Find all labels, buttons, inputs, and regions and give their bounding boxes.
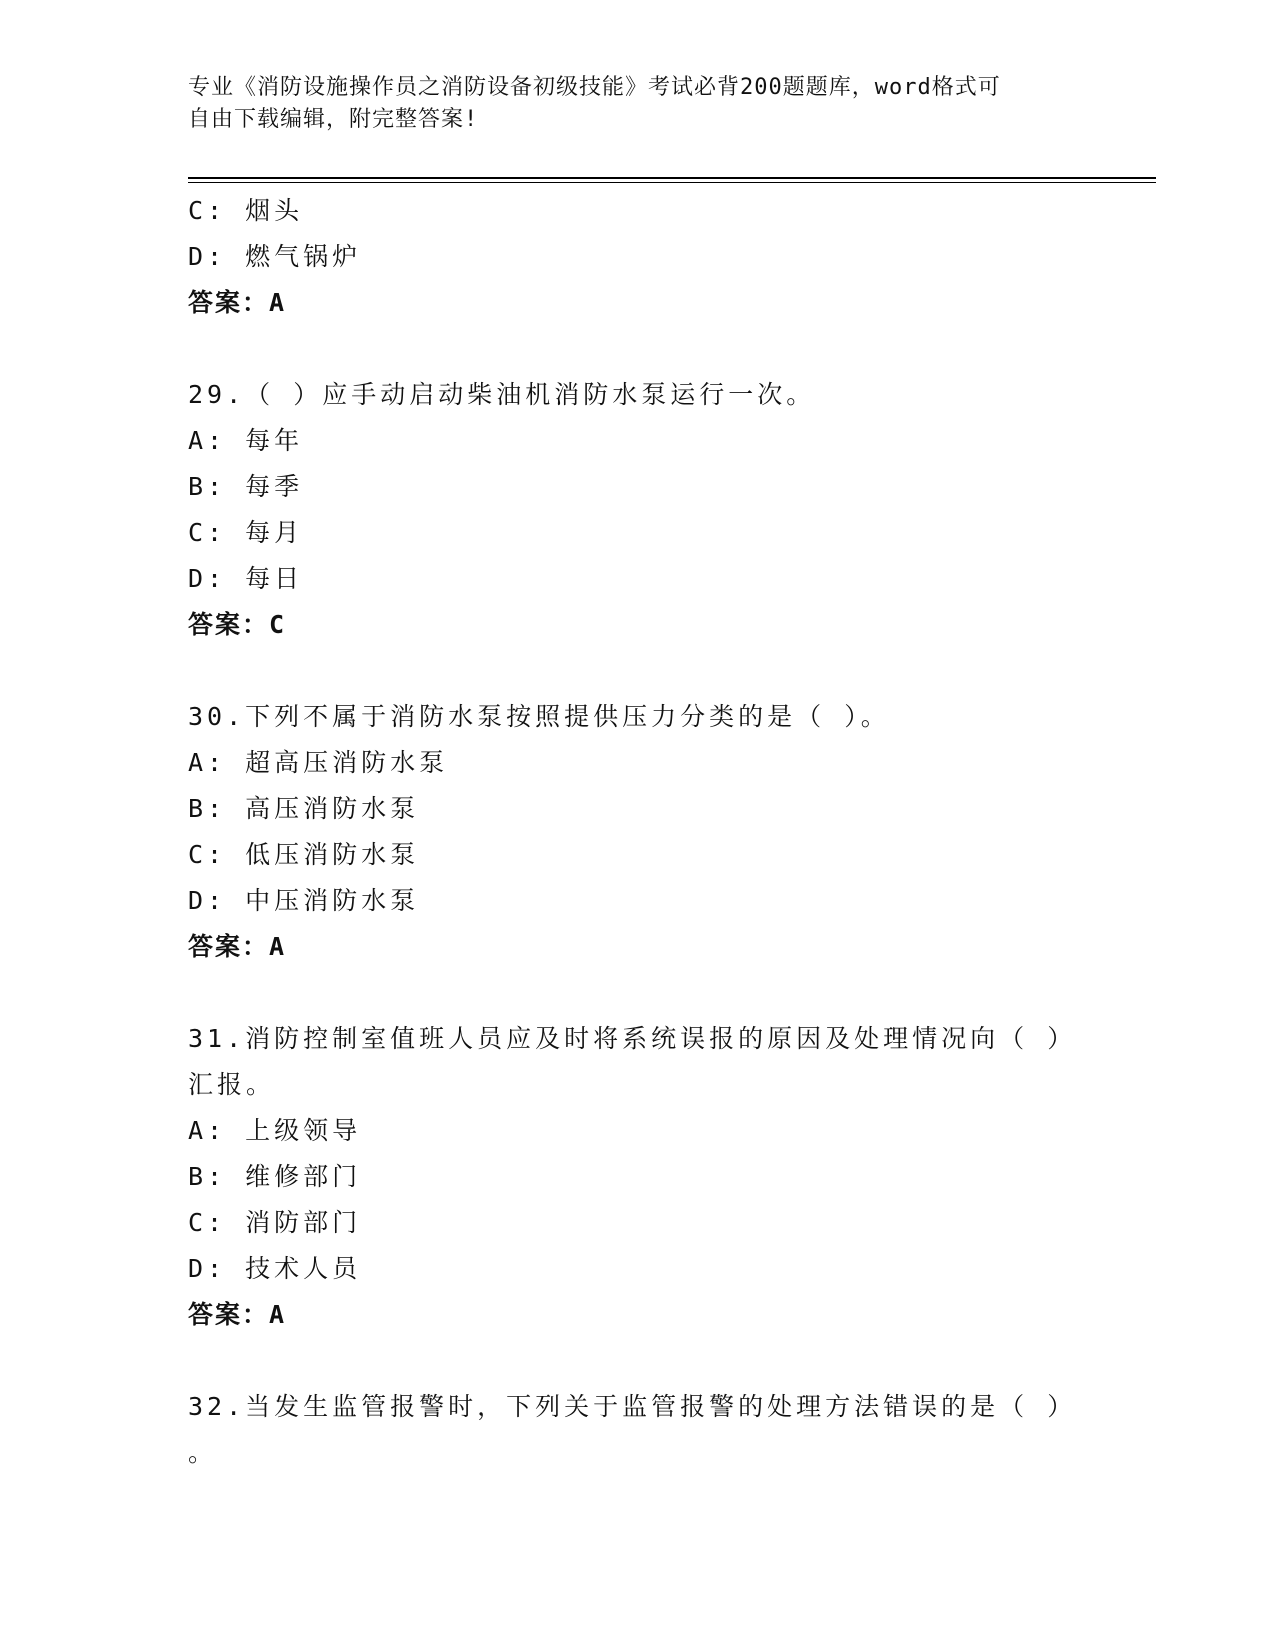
answer-line: 答案：A: [188, 1300, 287, 1329]
header-divider-thin: [188, 182, 1156, 183]
option-label: C:: [188, 840, 227, 869]
option-label: A:: [188, 426, 227, 455]
option-b: [188, 1154, 1088, 1200]
question-31: [188, 1016, 1088, 1338]
header-title-line-1: 专业《消防设施操作员之消防设备初级技能》考试必背200题题库，word格式可: [188, 75, 1001, 100]
question-28-tail: [188, 188, 1088, 326]
option-label: C:: [188, 518, 227, 547]
spacer: [188, 1338, 1088, 1384]
option-label: B:: [188, 472, 227, 501]
option-c: [188, 832, 1088, 878]
option-text: 中压消防水泵: [245, 886, 420, 915]
option-text: 消防部门: [245, 1208, 362, 1237]
question-stem: 31.消防控制室值班人员应及时将系统误报的原因及处理情况向（ ）: [188, 1024, 1077, 1053]
document-header: [188, 72, 1068, 136]
question-stem: 32.当发生监管报警时，下列关于监管报警的处理方法错误的是（ ）: [188, 1392, 1077, 1421]
option-c: [188, 510, 1088, 556]
question-29: [188, 372, 1088, 648]
option-label: D:: [188, 1254, 227, 1283]
option-label: B:: [188, 1162, 227, 1191]
question-stem: 30.下列不属于消防水泵按照提供压力分类的是（ ）。: [188, 702, 890, 731]
option-text: 每日: [245, 564, 304, 593]
option-text: 每年: [245, 426, 304, 455]
option-label: D:: [188, 886, 227, 915]
question-list: [188, 188, 1088, 1476]
option-d: [188, 234, 1088, 280]
option-text: 技术人员: [245, 1254, 362, 1283]
question-30: [188, 694, 1088, 970]
answer-line: 答案：A: [188, 288, 287, 317]
header-title-line-2: 自由下载编辑，附完整答案!: [188, 107, 479, 132]
option-label: A:: [188, 1116, 227, 1145]
option-d: [188, 1246, 1088, 1292]
option-a: [188, 740, 1088, 786]
header-divider-thick: [188, 177, 1156, 179]
question-stem: 29.（ ）应手动启动柴油机消防水泵运行一次。: [188, 380, 816, 409]
option-a: [188, 1108, 1088, 1154]
spacer: [188, 648, 1088, 694]
option-text: 低压消防水泵: [245, 840, 420, 869]
option-label: C:: [188, 1208, 227, 1237]
option-c: [188, 1200, 1088, 1246]
answer-line: 答案：A: [188, 932, 287, 961]
option-label: D:: [188, 242, 227, 271]
option-text: 高压消防水泵: [245, 794, 420, 823]
question-32: [188, 1384, 1088, 1476]
option-a: [188, 418, 1088, 464]
option-b: [188, 786, 1088, 832]
option-text: 每月: [245, 518, 304, 547]
option-label: B:: [188, 794, 227, 823]
spacer: [188, 970, 1088, 1016]
option-text: 维修部门: [245, 1162, 362, 1191]
option-text: 上级领导: [245, 1116, 362, 1145]
question-stem-continuation: 汇报。: [188, 1070, 276, 1099]
option-label: A:: [188, 748, 227, 777]
answer-line: 答案：C: [188, 610, 287, 639]
question-stem-continuation: 。: [188, 1438, 218, 1467]
option-c: [188, 188, 1088, 234]
option-d: [188, 878, 1088, 924]
option-label: D:: [188, 564, 227, 593]
option-text: 每季: [245, 472, 304, 501]
option-label: C:: [188, 196, 227, 225]
option-text: 烟头: [245, 196, 304, 225]
option-b: [188, 464, 1088, 510]
spacer: [188, 326, 1088, 372]
option-d: [188, 556, 1088, 602]
option-text: 燃气锅炉: [245, 242, 362, 271]
option-text: 超高压消防水泵: [245, 748, 449, 777]
